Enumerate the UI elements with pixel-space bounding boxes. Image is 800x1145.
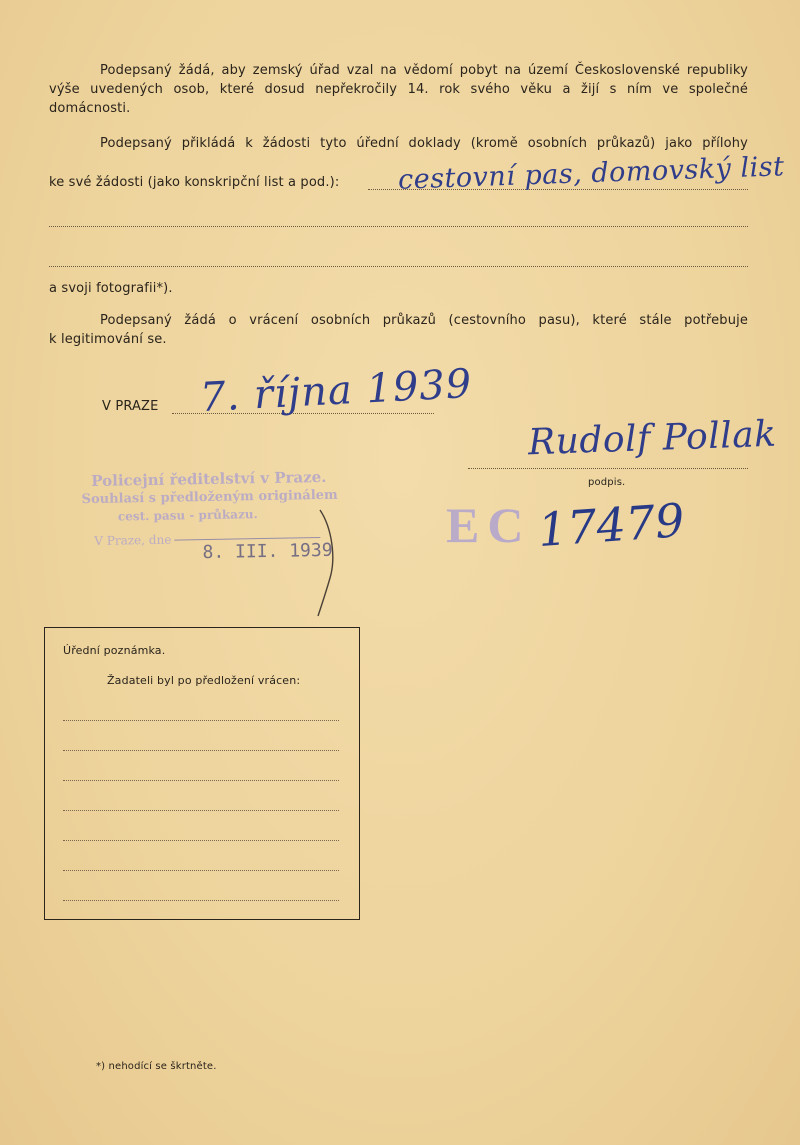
paragraph-3-line-2: k legitimování se. (49, 332, 167, 347)
stamp-line-1: Policejní ředitelství v Praze. (91, 467, 327, 491)
official-box-line-7 (63, 900, 339, 901)
paragraph-1-line-3: domácnosti. (49, 101, 131, 116)
stamp-date: 8. III. 1939 (202, 539, 333, 564)
official-box-line-5 (63, 840, 339, 841)
paragraph-2-line-1: Podepsaný přikládá k žádosti tyto úřední doklady (kromě osobních průkazů) jako přílohy (100, 136, 748, 151)
paragraph-2-line-3: a svoji fotografii*). (49, 281, 173, 296)
pencil-bracket-mark (312, 508, 342, 618)
official-box-title: Úřední poznámka. (63, 644, 166, 657)
attachments-dotted-line-2 (49, 226, 748, 227)
paragraph-1-line-2: výše uvedených osob, které dosud nepřekročily 14. rok svého věku a žijí s ním ve společné (49, 82, 748, 97)
stamp-line-2: Souhlasí s předloženým originálem (81, 487, 338, 508)
ec-stamp: EC (446, 497, 532, 553)
handwritten-signature: Rudolf Pollak (527, 413, 778, 464)
paragraph-3-line-1: Podepsaný žádá o vrácení osobních průkazů (cestovního pasu), které stále potřebuje (100, 313, 748, 328)
official-box-line-6 (63, 870, 339, 871)
place-label: V PRAZE (102, 399, 159, 414)
signature-caption: podpis. (588, 477, 626, 488)
signature-dotted-line (468, 468, 748, 469)
official-remarks-box (44, 627, 360, 920)
attachments-dotted-line-3 (49, 266, 748, 267)
stamp-line-4: V Praze, dne (94, 532, 172, 548)
paragraph-1-line-1: Podepsaný žádá, aby zemský úřad vzal na vědomí pobyt na území Československé republiky (100, 63, 748, 78)
official-box-line-3 (63, 780, 339, 781)
stamp-line-3: cest. pasu - průkazu. (117, 507, 258, 524)
handwritten-number: 17479 (536, 492, 687, 558)
paragraph-2-line-2: ke své žádosti (jako konskripční list a pod.): (49, 175, 340, 190)
handwritten-attachments: cestovní pas, domovský list (397, 151, 785, 196)
official-box-subtitle: Žadateli byl po předložení vrácen: (107, 674, 301, 687)
footnote: *) nehodící se škrtněte. (96, 1061, 217, 1072)
police-stamp (81, 467, 338, 572)
official-box-line-2 (63, 750, 339, 751)
handwritten-date: 7. října 1939 (198, 360, 474, 422)
official-box-line-1 (63, 720, 339, 721)
official-box-line-4 (63, 810, 339, 811)
